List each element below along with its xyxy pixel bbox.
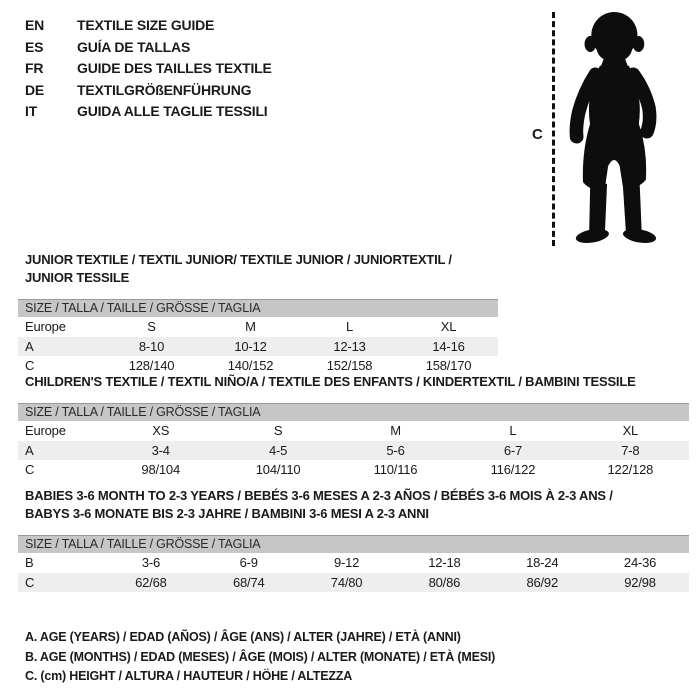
language-title: GUIDA ALLE TAGLIE TESSILI (77, 103, 268, 119)
size-table-header: SIZE / TALLA / TAILLE / GRÖSSE / TAGLIA (18, 299, 498, 317)
section-childrens-textile (18, 373, 689, 480)
language-title: GUIDE DES TAILLES TEXTILE (77, 60, 272, 76)
row-label: B (25, 555, 34, 570)
size-value: 110/116 (373, 462, 418, 477)
section-title-line: CHILDREN'S TEXTILE / TEXTIL NIÑO/A / TEXTILE DES ENFANTS / KINDERTEXTIL / BAMBINI TESSILE (25, 374, 636, 389)
size-value: XL (622, 423, 639, 438)
size-table (18, 403, 689, 480)
language-code: DE (25, 81, 45, 98)
size-value: 3-6 (141, 555, 161, 570)
table-row-b (18, 553, 689, 573)
row-label: A (25, 338, 34, 354)
measurement-legend (25, 628, 495, 687)
size-value: 4-5 (269, 442, 288, 458)
legend-line: B. AGE (MONTHS) / EDAD (MESES) / ÂGE (MOIS) / ALTER (MONATE) / ETÀ (MESI) (25, 649, 496, 664)
legend-line: A. AGE (YEARS) / EDAD (AÑOS) / ÂGE (ANS) / ALTER (JAHRE) / ETÀ (ANNI) (25, 630, 461, 644)
size-value: 86/92 (526, 574, 558, 590)
language-code: ES (25, 38, 44, 55)
table-row-europe (18, 421, 689, 441)
size-value: XS (152, 423, 170, 438)
size-value: 98/104 (141, 462, 180, 477)
size-value: 9-12 (333, 555, 360, 570)
size-value: L (509, 423, 517, 438)
size-value: 24-36 (623, 555, 657, 570)
row-label: C (25, 462, 35, 477)
table-row-europe (18, 317, 498, 337)
language-row-it (25, 101, 272, 123)
language-title-list (25, 15, 272, 123)
section-title (18, 487, 689, 523)
size-table-header: SIZE / TALLA / TAILLE / GRÖSSE / TAGLIA (18, 403, 689, 421)
size-value: 6-9 (239, 555, 258, 570)
size-value: 128/140 (128, 358, 175, 373)
language-row-es (25, 37, 272, 59)
size-value: L (345, 319, 354, 334)
size-value: 74/80 (330, 574, 363, 590)
row-label: C (25, 358, 35, 373)
section-junior-textile (18, 251, 498, 376)
size-value: 10-12 (234, 338, 267, 354)
size-value: XL (440, 319, 457, 334)
size-value: S (147, 319, 156, 334)
section-babies-textile (18, 487, 689, 592)
size-value: 8-10 (138, 338, 165, 354)
language-row-en (25, 15, 272, 37)
language-code: FR (25, 60, 44, 76)
size-value: 12-18 (428, 555, 461, 570)
size-value: 92/98 (624, 574, 656, 590)
size-value: M (390, 423, 401, 438)
row-label: C (25, 574, 35, 590)
size-value: M (245, 319, 256, 334)
size-value: 104/110 (255, 462, 301, 477)
language-code: IT (25, 103, 38, 119)
size-value: 5-6 (386, 442, 405, 458)
size-value: 122/128 (607, 462, 654, 477)
size-value: S (273, 423, 283, 438)
size-value: 140/152 (227, 358, 274, 373)
size-value: 68/74 (232, 574, 265, 590)
language-title: TEXTILGRÖßENFÜHRUNG (77, 81, 252, 98)
size-table (18, 299, 498, 376)
legend-line: C. (cm) HEIGHT / ALTURA / HAUTEUR / HÖHE / ALTEZZA (25, 669, 353, 683)
section-title-line: BABYS 3-6 MONATE BIS 2-3 JAHRE / BAMBINI 3-6 MESI A 2-3 ANNI (25, 506, 429, 521)
height-measure-label: C (532, 126, 543, 143)
section-title (18, 373, 689, 391)
section-title (18, 251, 498, 287)
size-value: 158/170 (425, 358, 472, 373)
size-value: 116/122 (490, 462, 536, 477)
language-row-fr (25, 58, 272, 80)
section-title-line: BABIES 3-6 MONTH TO 2-3 YEARS / BEBÉS 3-6 MESES A 2-3 AÑOS / BÉBÉS 3-6 MOIS À 2-3 ANS / (25, 488, 613, 503)
height-dashed-line (552, 12, 555, 246)
language-code: EN (25, 17, 45, 33)
language-title: TEXTILE SIZE GUIDE (77, 17, 215, 33)
language-title: GUÍA DE TALLAS (77, 38, 191, 55)
size-value: 80/86 (428, 574, 461, 590)
table-row-c (18, 460, 689, 480)
table-row-a (18, 441, 689, 461)
size-value: 12-13 (333, 338, 366, 354)
toddler-silhouette-icon (562, 8, 672, 253)
size-value: 62/68 (135, 574, 167, 590)
table-row-c (18, 573, 689, 593)
size-value: 3-4 (151, 442, 170, 458)
table-row-a (18, 337, 498, 357)
size-value: 6-7 (503, 442, 523, 458)
height-figure (520, 8, 695, 253)
size-value: 18-24 (526, 555, 559, 570)
size-table (18, 535, 689, 592)
size-value: 152/158 (326, 358, 373, 373)
section-title-line: JUNIOR TEXTILE / TEXTIL JUNIOR/ TEXTILE JUNIOR / JUNIORTEXTIL / JUNIOR TESSILE (25, 252, 452, 285)
row-label: Europe (25, 423, 66, 438)
row-label: A (25, 442, 34, 458)
size-value: 7-8 (621, 442, 640, 458)
size-table-header: SIZE / TALLA / TAILLE / GRÖSSE / TAGLIA (18, 535, 689, 553)
row-label: Europe (25, 319, 66, 334)
language-row-de (25, 80, 272, 102)
size-value: 14-16 (432, 338, 465, 354)
